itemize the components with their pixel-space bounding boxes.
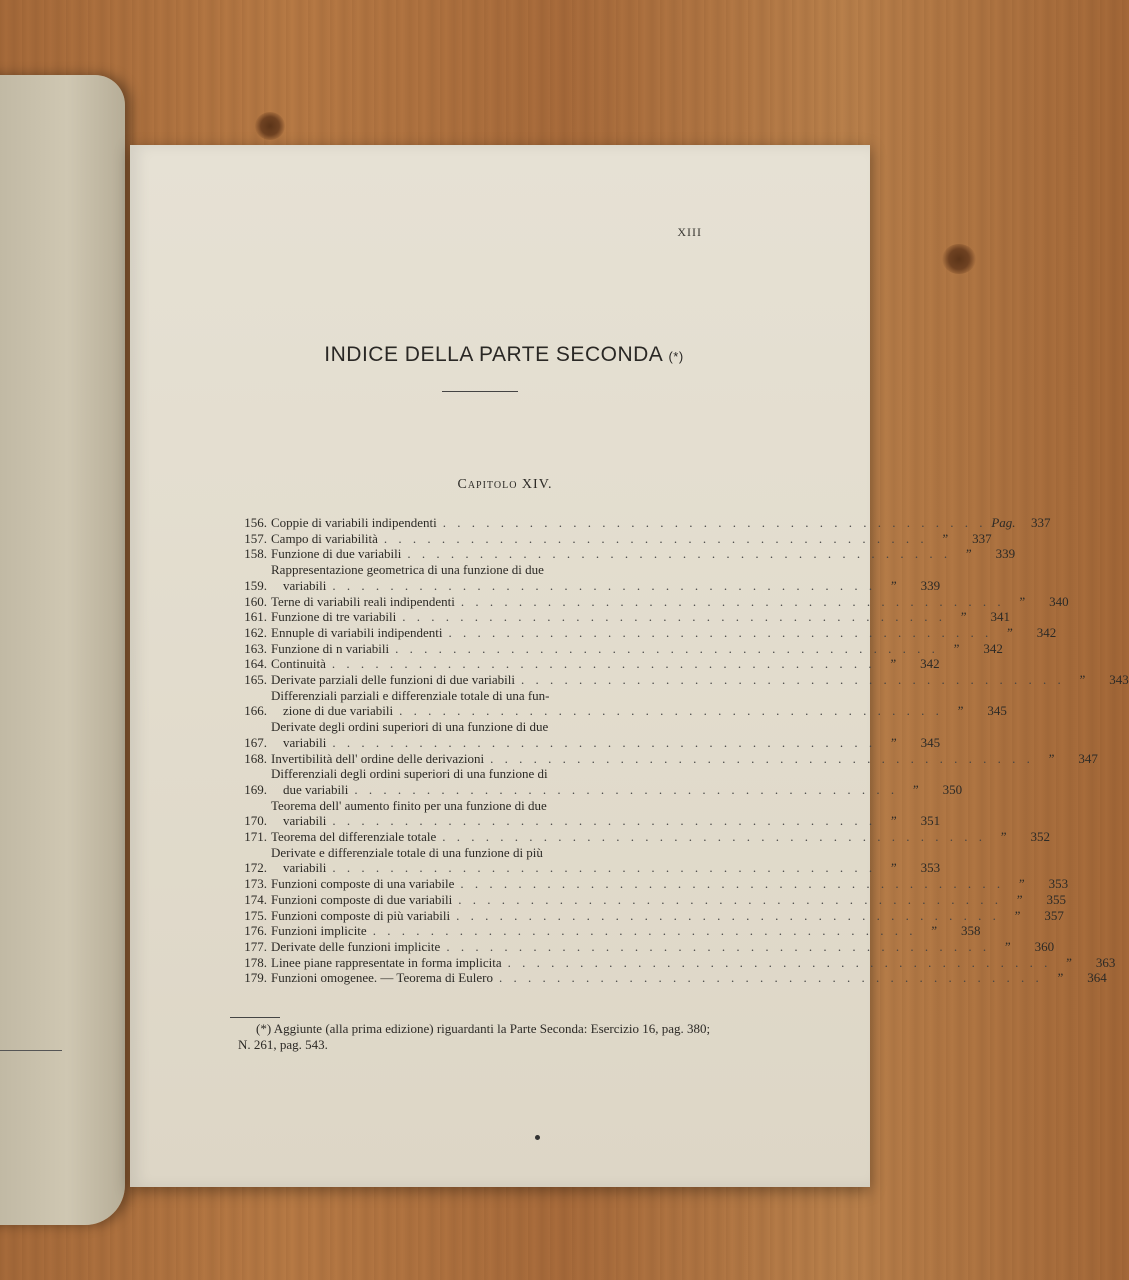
entry-body bbox=[271, 546, 951, 562]
entry-title: Invertibilità dell' ordine delle derivazioni bbox=[271, 750, 485, 766]
toc-entry bbox=[235, 515, 1051, 531]
entry-number: 169. bbox=[244, 781, 267, 797]
entry-body bbox=[271, 892, 1002, 908]
entry-title: variabili bbox=[283, 813, 327, 829]
entry-title: Linee piane rappresentate in forma implicita bbox=[271, 954, 502, 970]
entry-line bbox=[271, 562, 876, 578]
entry-body bbox=[271, 955, 1051, 971]
table-of-contents bbox=[235, 515, 1129, 986]
entry-body bbox=[271, 672, 1065, 688]
page-ref: 341 bbox=[990, 609, 1011, 625]
entry-body bbox=[271, 908, 1000, 924]
entry-line bbox=[271, 672, 1065, 688]
entry-title: Coppie di variabili indipendenti bbox=[271, 515, 437, 530]
entry-body bbox=[271, 766, 898, 797]
entry-line bbox=[271, 578, 876, 594]
page-ref: 345 bbox=[987, 703, 1007, 719]
entry-number: 168. bbox=[244, 750, 267, 766]
page-title bbox=[130, 343, 870, 367]
page-ref: 337 bbox=[972, 530, 992, 546]
entry-number: 164. bbox=[244, 656, 267, 672]
entry-title: Rappresentazione geometrica di una funzione di due bbox=[271, 562, 544, 578]
entry-body bbox=[271, 939, 990, 955]
page-ref: 353 bbox=[920, 860, 941, 876]
entry-line bbox=[271, 688, 943, 704]
toc-entry bbox=[235, 562, 941, 593]
page-prefix: Pag. bbox=[991, 515, 1016, 530]
entry-title: Derivate degli ordini superiori di una funzione di due bbox=[271, 719, 549, 735]
entry-title: Funzioni implicite bbox=[271, 923, 367, 939]
entry-body bbox=[271, 594, 1005, 610]
entry-line bbox=[271, 735, 876, 751]
entry-line bbox=[271, 656, 876, 672]
leader-dots bbox=[454, 876, 1004, 892]
entry-number: 157. bbox=[244, 530, 267, 546]
page-prefix: ” bbox=[1003, 938, 1011, 954]
page-prefix: ” bbox=[959, 609, 967, 625]
toc-entry bbox=[235, 719, 941, 750]
leader-dots bbox=[455, 594, 1005, 610]
entry-line bbox=[271, 609, 946, 625]
page-ref: 357 bbox=[1044, 907, 1064, 923]
page-ref: 364 bbox=[1087, 970, 1107, 986]
entry-title: Differenziali parziali e differenziale totale di una fun- bbox=[271, 687, 550, 703]
entry-number: 162. bbox=[244, 624, 267, 640]
page-prefix: ” bbox=[1047, 750, 1055, 766]
entry-title: Funzioni composte di due variabili bbox=[271, 891, 453, 907]
entry-body bbox=[271, 688, 943, 719]
entry-title: variabili bbox=[283, 734, 327, 750]
entry-line bbox=[271, 625, 992, 641]
page-ref: 342 bbox=[1036, 624, 1057, 640]
entry-line bbox=[271, 515, 986, 531]
entry-body bbox=[271, 845, 876, 876]
entry-line bbox=[271, 829, 986, 845]
toc-entry bbox=[235, 750, 1098, 767]
leader-dots bbox=[326, 860, 876, 876]
left-page-rule bbox=[0, 1050, 62, 1051]
title-footnote-mark: (*) bbox=[668, 349, 684, 364]
page-prefix: ” bbox=[1064, 954, 1073, 970]
page-ref: 363 bbox=[1095, 954, 1116, 970]
entry-title: Funzione di due variabili bbox=[271, 546, 402, 562]
entry-line bbox=[271, 751, 1034, 767]
entry-body bbox=[271, 719, 876, 750]
page-prefix: ” bbox=[889, 734, 897, 750]
page-ref: 337 bbox=[1030, 515, 1051, 530]
toc-entry bbox=[235, 687, 1007, 719]
page-prefix: ” bbox=[889, 577, 897, 593]
page-prefix: ” bbox=[911, 781, 919, 797]
entry-title: Funzioni composte di una variabile bbox=[271, 876, 455, 892]
page-prefix: ” bbox=[889, 860, 897, 876]
leader-dots bbox=[348, 782, 898, 798]
leader-dots bbox=[515, 672, 1065, 688]
leader-dots bbox=[502, 955, 1052, 971]
entry-body bbox=[271, 751, 1034, 767]
entry-body bbox=[271, 970, 1043, 986]
entry-number: 173. bbox=[244, 876, 267, 892]
entry-number: 175. bbox=[244, 907, 267, 923]
entry-line bbox=[271, 908, 1000, 924]
page-ref: 352 bbox=[1030, 829, 1050, 845]
leader-dots bbox=[484, 751, 1034, 767]
entry-line bbox=[271, 798, 876, 814]
toc-entry bbox=[235, 938, 1055, 955]
toc-entry bbox=[235, 844, 941, 876]
toc-entry bbox=[235, 829, 1050, 845]
entry-title: Differenziali degli ordini superiori di una funzione di bbox=[271, 766, 548, 782]
entry-line bbox=[271, 703, 943, 719]
entry-number: 165. bbox=[244, 672, 267, 688]
entry-title: Teorema del differenziale totale bbox=[271, 829, 437, 845]
page-ref: 342 bbox=[983, 640, 1003, 656]
entry-title: Continuità bbox=[271, 656, 326, 672]
page-prefix: ” bbox=[999, 829, 1007, 845]
page-prefix: ” bbox=[1017, 876, 1025, 892]
entry-number: 172. bbox=[244, 860, 267, 876]
page-ref: 351 bbox=[920, 813, 941, 829]
leader-dots bbox=[326, 735, 876, 751]
entry-body bbox=[271, 625, 992, 641]
entry-line bbox=[271, 923, 916, 939]
page-ref: 350 bbox=[942, 781, 963, 797]
page-prefix: ” bbox=[952, 640, 960, 656]
entry-body bbox=[271, 562, 876, 593]
toc-entry bbox=[235, 797, 941, 829]
page-prefix: ” bbox=[1013, 907, 1021, 923]
page-prefix: ” bbox=[956, 703, 964, 719]
entry-number: 163. bbox=[244, 640, 267, 656]
page-prefix: ” bbox=[889, 813, 897, 829]
page-ref: 342 bbox=[920, 656, 940, 672]
entry-number: 177. bbox=[244, 938, 267, 954]
entry-title: Funzioni composte di più variabili bbox=[271, 907, 451, 923]
page-prefix: ” bbox=[1078, 672, 1086, 688]
toc-entry bbox=[235, 546, 1016, 562]
toc-entry bbox=[235, 640, 1003, 657]
entry-number: 179. bbox=[244, 970, 267, 986]
leader-dots bbox=[326, 813, 876, 829]
entry-line bbox=[271, 955, 1051, 971]
page-ref: 347 bbox=[1078, 750, 1098, 766]
leader-dots bbox=[443, 625, 993, 641]
leader-dots bbox=[396, 609, 946, 625]
entry-line bbox=[271, 939, 990, 955]
toc-entry bbox=[235, 766, 963, 797]
page-prefix: ” bbox=[1005, 624, 1013, 640]
entry-line bbox=[271, 892, 1002, 908]
leader-dots bbox=[452, 892, 1002, 908]
entry-body bbox=[271, 531, 928, 547]
entry-number: 166. bbox=[244, 703, 267, 719]
entry-number: 167. bbox=[244, 734, 267, 750]
page-ref: 358 bbox=[960, 923, 981, 939]
entry-number: 178. bbox=[244, 954, 267, 970]
entry-number: 159. bbox=[244, 577, 267, 593]
entry-title: Funzione di tre variabili bbox=[271, 609, 397, 625]
entry-number: 161. bbox=[244, 609, 267, 625]
entry-line bbox=[271, 813, 876, 829]
entry-number: 156. bbox=[244, 515, 267, 530]
entry-line bbox=[271, 845, 876, 861]
title-rule bbox=[442, 391, 518, 392]
page-ref: 355 bbox=[1046, 891, 1066, 907]
entry-title: zione di due variabili bbox=[283, 703, 394, 719]
page-prefix: ” bbox=[941, 530, 949, 546]
entry-number: 160. bbox=[244, 593, 267, 609]
toc-entry bbox=[235, 656, 940, 672]
leader-dots bbox=[450, 908, 1000, 924]
leader-dots bbox=[437, 515, 987, 531]
page-ref: 339 bbox=[920, 577, 941, 593]
leader-dots bbox=[440, 939, 990, 955]
entry-title: variabili bbox=[283, 860, 327, 876]
entry-line bbox=[271, 594, 1005, 610]
entry-line bbox=[271, 546, 951, 562]
entry-body bbox=[271, 798, 876, 829]
entry-title: Derivate parziali delle funzioni di due variabili bbox=[271, 672, 516, 688]
leader-dots bbox=[436, 829, 986, 845]
toc-entry bbox=[235, 970, 1107, 986]
footnote-rule bbox=[230, 1017, 280, 1018]
entry-line bbox=[271, 641, 939, 657]
wood-knot bbox=[942, 244, 976, 274]
wood-knot bbox=[255, 112, 285, 140]
entry-body bbox=[271, 829, 986, 845]
entry-title: Funzioni omogenee. — Teorema di Eulero bbox=[271, 970, 493, 986]
entry-body bbox=[271, 656, 876, 672]
toc-entry bbox=[235, 609, 1011, 625]
page-ref: 345 bbox=[920, 734, 941, 750]
entry-title: Teorema dell' aumento finito per una funzione di due bbox=[271, 797, 547, 813]
leader-dots bbox=[393, 703, 943, 719]
page-prefix: ” bbox=[929, 923, 938, 939]
page-prefix: ” bbox=[964, 546, 972, 562]
page-prefix: ” bbox=[1018, 593, 1026, 609]
toc-entry bbox=[235, 593, 1069, 610]
entry-title: variabili bbox=[283, 577, 327, 593]
entry-line bbox=[271, 970, 1043, 986]
toc-entry bbox=[235, 624, 1057, 641]
chapter-heading: Capitolo XIV. bbox=[457, 477, 553, 492]
leader-dots bbox=[326, 578, 876, 594]
entry-title: Derivate delle funzioni implicite bbox=[271, 938, 441, 954]
toc-entry bbox=[235, 530, 992, 547]
entry-body bbox=[271, 876, 1004, 892]
entry-number: 170. bbox=[244, 813, 267, 829]
page-ref: 339 bbox=[995, 546, 1016, 562]
page-prefix: ” bbox=[889, 656, 897, 672]
toc-entry bbox=[235, 954, 1116, 971]
toc-entry bbox=[235, 923, 981, 939]
title-text: INDICE DELLA PARTE SECONDA bbox=[324, 343, 663, 366]
page-prefix: ” bbox=[1015, 891, 1023, 907]
book-page bbox=[130, 145, 1129, 1187]
page-ref: 343 bbox=[1109, 672, 1129, 688]
leader-dots bbox=[493, 970, 1043, 986]
entry-line bbox=[271, 766, 898, 782]
entry-title: due variabili bbox=[283, 781, 349, 797]
leader-dots bbox=[389, 641, 939, 657]
entry-title: Campo di variabilità bbox=[271, 530, 378, 546]
footnote: (*) Aggiunte (alla prima edizione) riguardanti la Parte Seconda: Esercizio 16, pag. 380; N. 261, pag. 543. bbox=[238, 1021, 711, 1052]
entry-number: 176. bbox=[244, 923, 267, 939]
entry-line bbox=[271, 719, 876, 735]
toc-entry bbox=[235, 672, 1129, 688]
leader-dots bbox=[326, 656, 876, 672]
entry-title: Ennuple di variabili indipendenti bbox=[271, 624, 443, 640]
entry-number: 158. bbox=[244, 546, 267, 562]
entry-title: Funzione di n variabili bbox=[271, 640, 390, 656]
leader-dots bbox=[378, 531, 928, 547]
toc-entry bbox=[235, 907, 1064, 924]
entry-body bbox=[271, 923, 916, 939]
toc-entry bbox=[235, 891, 1066, 908]
entry-line bbox=[271, 876, 1004, 892]
page-ref: 340 bbox=[1049, 593, 1069, 609]
leader-dots bbox=[401, 546, 951, 562]
entry-title: Terne di variabili reali indipendenti bbox=[271, 593, 455, 609]
page-ref: 353 bbox=[1048, 876, 1069, 892]
entry-body bbox=[271, 641, 939, 657]
ink-spot bbox=[535, 1135, 540, 1140]
page-prefix: ” bbox=[1056, 970, 1064, 986]
page-number: XIII bbox=[677, 225, 702, 239]
entry-line bbox=[271, 531, 928, 547]
leader-dots bbox=[367, 923, 917, 939]
left-page bbox=[0, 75, 125, 1225]
entry-number: 174. bbox=[244, 891, 267, 907]
entry-number: 171. bbox=[244, 829, 267, 845]
entry-line bbox=[271, 782, 898, 798]
toc-entry bbox=[235, 876, 1069, 892]
entry-title: Derivate e differenziale totale di una funzione di più bbox=[271, 844, 543, 860]
entry-body bbox=[271, 515, 986, 531]
page-ref: 360 bbox=[1034, 938, 1055, 954]
entry-body bbox=[271, 609, 946, 625]
entry-line bbox=[271, 860, 876, 876]
